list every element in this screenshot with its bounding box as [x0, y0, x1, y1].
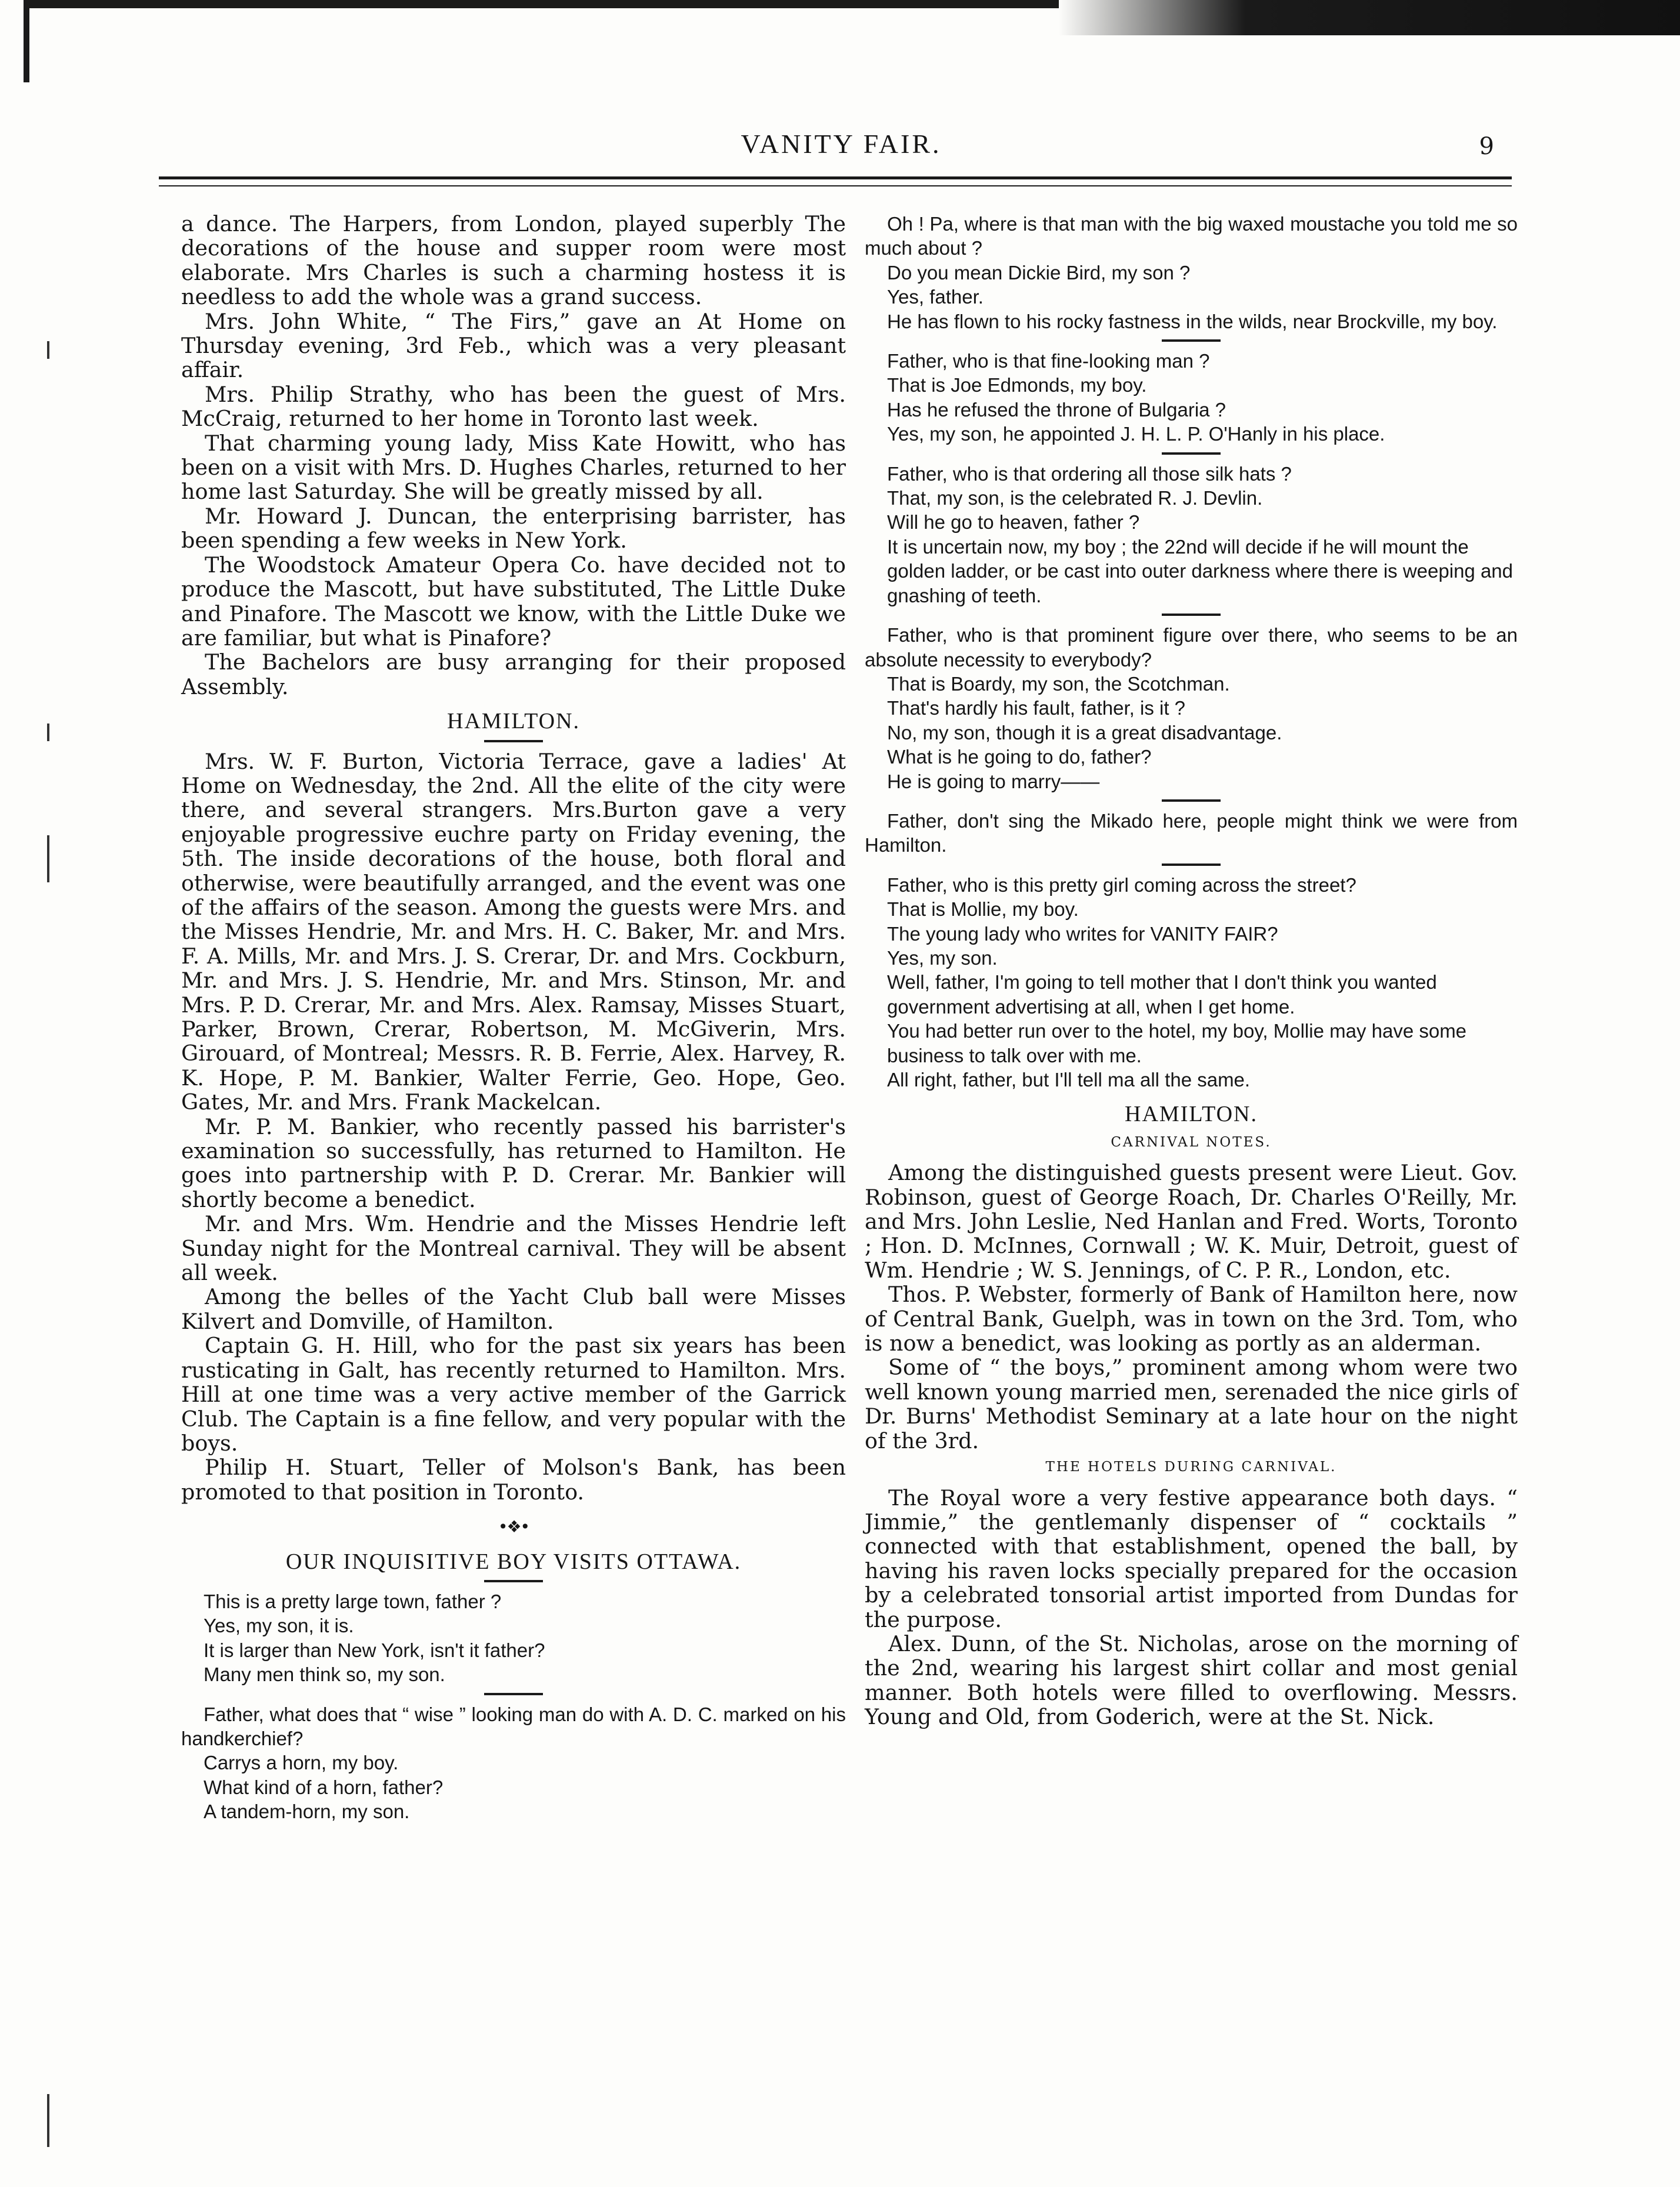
- dialog-line: All right, father, but I'll tell ma all the same.: [887, 1069, 1251, 1091]
- dialog-line: Well, father, I'm going to tell mother that I don't think you wanted government advertising at all, when I get home.: [887, 971, 1437, 1018]
- subhead-carnival-notes: CARNIVAL NOTES.: [1111, 1134, 1272, 1150]
- dialog-line: The young lady who writes for VANITY FAIR?: [887, 922, 1278, 945]
- article-paragraph: Mrs. Philip Strathy, who has been the guest of Mrs. McCraig, returned to her home in Toronto last week.: [181, 381, 846, 432]
- dialog-line: That is Boardy, my son, the Scotchman.: [887, 672, 1230, 695]
- article-paragraph: Some of “ the boys,” prominent among whom were two well known young married men, serenaded the nice girls of Dr. Burns' Methodist Seminary at a late hour on the night of the 3rd.: [865, 1355, 1518, 1453]
- dialog-section: [865, 212, 1518, 1092]
- dialog-line: Has he refused the throne of Bulgaria ?: [887, 398, 1226, 421]
- dialog-line: He has flown to his rocky fastness in the wilds, near Brockville, my boy.: [887, 310, 1498, 332]
- right-column: [865, 212, 1518, 1729]
- dialog-rule: [1162, 452, 1221, 455]
- article-paragraph: Captain G. H. Hill, who for the past six years has been rusticating in Galt, has recently returned to Hamilton. Mrs. Hill at one time was a very active member of the Garrick Club. The Captain is a fine fellow, and very popular with the boys.: [181, 1333, 846, 1456]
- margin-mark: [47, 2094, 49, 2147]
- dialog-line: That, my son, is the celebrated R. J. Devlin.: [887, 487, 1263, 509]
- article-paragraph: a dance. The Harpers, from London, played superbly The decorations of the house and supper room were most elaborate. Mrs Charles is such a charming hostess it is needless to add the whole was a grand success.: [181, 211, 846, 310]
- article-paragraph: The Bachelors are busy arranging for their proposed Assembly.: [181, 649, 846, 699]
- dialog-line: Father, what does that “ wise ” looking man do with A. D. C. marked on his handkerchief?: [181, 1703, 846, 1749]
- article-paragraph: Mr. Howard J. Duncan, the enterprising barrister, has been spending a few weeks in New York.: [181, 503, 846, 554]
- dialog-rule: [1162, 864, 1221, 866]
- dialog-line: Carrys a horn, my boy.: [204, 1752, 399, 1774]
- dialog-line: Yes, my son.: [887, 946, 998, 969]
- subhead-hotels: THE HOTELS DURING CARNIVAL.: [1045, 1459, 1337, 1475]
- left-border-rule: [24, 0, 29, 82]
- dialog-line: Will he go to heaven, father ?: [887, 511, 1140, 534]
- article-paragraph: Philip H. Stuart, Teller of Molson's Bank, has been promoted to that position in Toronto.: [181, 1455, 846, 1505]
- article-paragraph: Mr. P. M. Bankier, who recently passed his barrister's examination so successfully, has returned to Hamilton. He goes into partnership with P. D. Crerar. Mr. Bankier will shortly become a benedict.: [181, 1113, 846, 1212]
- dialog-line: It is larger than New York, isn't it father?: [204, 1639, 545, 1661]
- article-paragraph: Mr. and Mrs. Wm. Hendrie and the Misses Hendrie left Sunday night for the Montreal carnival. They will be absent all week.: [181, 1211, 846, 1286]
- masthead-title: VANITY FAIR.: [741, 129, 942, 159]
- header-rule: [159, 176, 1512, 186]
- dialog-rule: [1162, 614, 1221, 616]
- section-title-hamilton: HAMILTON.: [447, 709, 580, 734]
- article-paragraph: Mrs. John White, “ The Firs,” gave an At Home on Thursday evening, 3rd Feb., which was a very pleasant affair.: [181, 308, 846, 383]
- section-title-inquisitive-boy: OUR INQUISITIVE BOY VISITS OTTAWA.: [285, 1549, 742, 1574]
- dialog-line: This is a pretty large town, father ?: [204, 1590, 502, 1612]
- dialog-line: What is he going to do, father?: [887, 746, 1152, 768]
- dialog-line: Yes, my son, it is.: [204, 1615, 354, 1637]
- dialog-line: Father, who is that ordering all those silk hats ?: [887, 462, 1292, 485]
- dialog-line: Do you mean Dickie Bird, my son ?: [887, 261, 1191, 284]
- dialog-line: Father, don't sing the Mikado here, people might think we were from Hamilton.: [865, 809, 1518, 856]
- article-paragraph: The Woodstock Amateur Opera Co. have decided not to produce the Mascott, but have substituted, The Little Duke and Pinafore. The Mascott we know, with the Little Duke we are familiar, but what is Pinafore?: [181, 552, 846, 651]
- section-rule: [484, 740, 543, 742]
- dialog-line: Many men think so, my son.: [204, 1663, 445, 1686]
- dialog-line: It is uncertain now, my boy ; the 22nd will decide if he will mount the golden ladder, or be cast into outer darkness where there is weeping and gnashing of teeth.: [887, 535, 1514, 606]
- dialog-line: That's hardly his fault, father, is it ?: [887, 697, 1186, 719]
- dialog-line: Oh ! Pa, where is that man with the big waxed moustache you told me so much about ?: [865, 213, 1518, 259]
- left-column: [181, 212, 846, 1824]
- article-paragraph: That charming young lady, Miss Kate Howitt, who has been on a visit with Mrs. D. Hughes Charles, returned to her home last Saturday. She will be greatly missed by all.: [181, 430, 846, 505]
- page-number: 9: [1479, 133, 1494, 160]
- dialog-line: A tandem-horn, my son.: [204, 1801, 410, 1823]
- dialog-line: No, my son, though it is a great disadvantage.: [887, 721, 1282, 744]
- dialog-line: What kind of a horn, father?: [204, 1776, 444, 1798]
- dialog-line: Father, who is this pretty girl coming across the street?: [887, 874, 1356, 896]
- article-paragraph: Mrs. W. F. Burton, Victoria Terrace, gave a ladies' At Home on Wednesday, the 2nd. All the elite of the city were there, and several strangers. Mrs.Burton gave a very enjoyable progressive euchre party on Friday evening, the 5th. The inside decorations of the house, both floral and otherwise, were beautifully arranged, and the event was one of the affairs of the season. Among the guests were Mrs. and the Misses Hendrie, Mr. and Mrs. H. C. Baker, Mr. and Mrs. F. A. Mills, Mr. and Mrs. J. S. Crerar, Dr. and Mrs. Cockburn, Mr. and Mrs. J. S. Hendrie, Mr. and Mrs. Stinson, Mr. and Mrs. P. D. Crerar, Mr. and Mrs. Alex. Ramsay, Misses Stuart, Parker, Brown, Crerar, Robertson, M. McGiverin, Mrs. Girouard, of Montreal; Messrs. R. B. Ferrie, Alex. Harvey, R. K. Hope, P. M. Bankier, Walter Ferrie, Geo. Hope, Geo. Gates, Mr. and Mrs. Frank Mackelcan.: [181, 748, 846, 1115]
- article-paragraph: Among the belles of the Yacht Club ball were Misses Kilvert and Domville, of Hamilton.: [181, 1284, 846, 1334]
- dialog-line: You had better run over to the hotel, my boy, Mollie may have some business to talk over with me.: [887, 1020, 1467, 1066]
- dialog-line: That is Joe Edmonds, my boy.: [887, 374, 1147, 396]
- dialog-line: Father, who is that fine-looking man ?: [887, 350, 1210, 372]
- dialog-rule: [484, 1693, 543, 1695]
- ornament-divider: •❖•: [498, 1517, 529, 1537]
- section-title-hamilton: HAMILTON.: [1125, 1102, 1258, 1127]
- dialog-line: Yes, my son, he appointed J. H. L. P. O'Hanly in his place.: [887, 423, 1385, 445]
- margin-mark: [47, 341, 49, 359]
- dialog-line: He is going to marry——: [887, 770, 1100, 792]
- margin-mark: [47, 835, 49, 882]
- dialog-block: [181, 1702, 846, 1824]
- dialog-line: That is Mollie, my boy.: [887, 898, 1079, 921]
- dialog-block: [181, 1589, 846, 1687]
- article-paragraph: Among the distinguished guests present were Lieut. Gov. Robinson, guest of George Roach, Dr. Charles O'Reilly, Mr. and Mrs. John Leslie, Ned Hanlan and Fred. Worts, Toronto ; Hon. D. McInnes, Cornwall ; W. K. Muir, Detroit, guest of Wm. Hendrie ; W. S. Jennings, of C. P. R., London, etc.: [865, 1160, 1518, 1283]
- section-rule: [484, 1580, 543, 1582]
- dialog-line: Father, who is that prominent figure over there, who seems to be an absolute necessity to everybody?: [865, 624, 1518, 671]
- dialog-rule: [1162, 339, 1221, 342]
- page-header: [176, 128, 1506, 169]
- dialog-line: Yes, father.: [887, 286, 984, 308]
- article-paragraph: Thos. P. Webster, formerly of Bank of Hamilton here, now of Central Bank, Guelph, was in town on the 3rd. Tom, who is now a benedict, was looking as portly as an alderman.: [865, 1282, 1518, 1356]
- article-paragraph: Alex. Dunn, of the St. Nicholas, arose on the morning of the 2nd, wearing his largest shirt collar and most genial manner. Both hotels were filled to overflowing. Messrs. Young and Old, from Goderich, were at the St. Nick.: [865, 1631, 1518, 1730]
- article-paragraph: The Royal wore a very festive appearance both days. “ Jimmie,” the gentlemanly dispenser of “ cocktails ” connected with that establishment, opened the ball, by having his raven locks specially prepared for the occasion by a celebrated tonsorial artist imported from Dundas for the purpose.: [865, 1485, 1518, 1632]
- top-border-dark-edge: [1059, 0, 1680, 35]
- margin-mark: [47, 724, 49, 741]
- dialog-rule: [1162, 799, 1221, 802]
